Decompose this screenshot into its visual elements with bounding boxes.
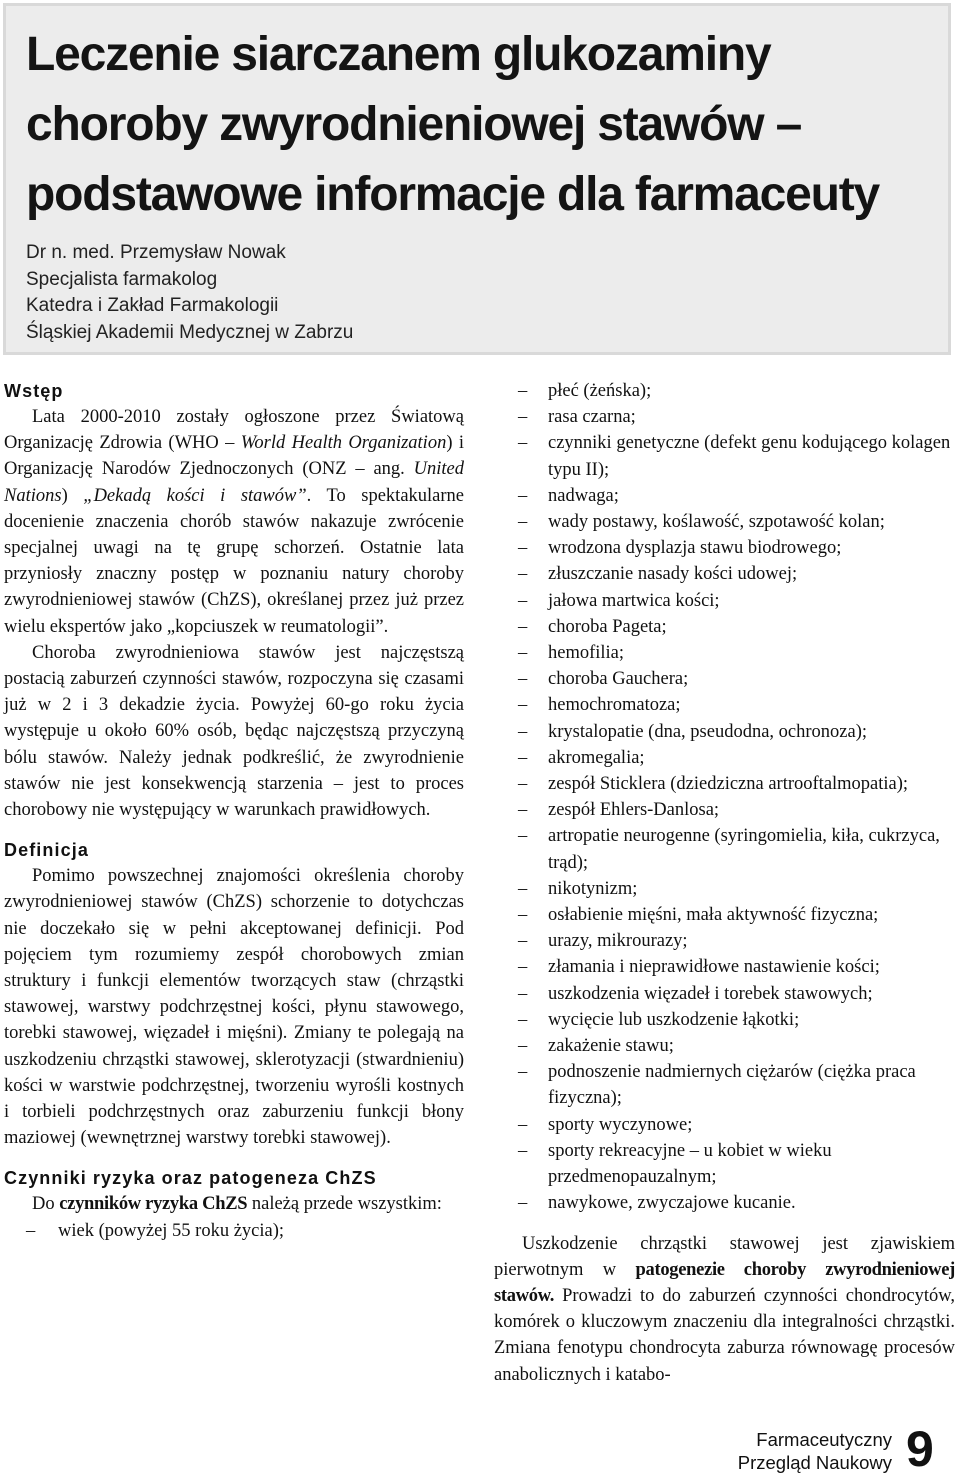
article-title: Leczenie siarczanem glukozaminy choroby zwyrodnieniowej stawów – podstawowe informacje dla farmaceuty xyxy=(26,28,880,221)
author-department: Katedra i Zakład Farmakologii xyxy=(26,295,279,317)
section-heading-intro: Wstęp xyxy=(4,381,64,401)
list-item: – sporty wyczynowe; xyxy=(494,1112,955,1138)
list-item: – złamania i nieprawidłowe nastawienie kości; xyxy=(494,954,955,980)
list-item: – wycięcie lub uszkodzenie łąkotki; xyxy=(494,1007,955,1033)
definition-paragraph: Pomimo powszechnej znajomości określenia choroby zwyrodnieniowej stawów (ChZS) schorzenie to dotychczas nie doczekało się w pełni akceptowanej definicji. Pod pojęciem tym rozumiemy zespół chorobowych zmian struktury i funkcji elementów tworzących staw (chrząstki stawowej, warstwy podchrzęstnej kości, płynu stawowego, torebki stawowej, więzadeł i mięśni). Zmiany te polegają na uszkodzeniu chrząstki stawowej, sklerotyzacji (stwardnieniu) kości w warstwie podchrzęstnej, tworzeniu wyrośli kostnych i torbieli podchrzęstnych oraz zaburzeniu funkcji błony maziowej (wewnętrznej warstwy torebki stawowej). xyxy=(4,866,464,1149)
list-item: – choroba Pageta; xyxy=(494,614,955,640)
intro-paragraph-1: Lata 2000-2010 zostały ogłoszone przez Światową Organizację Zdrowia (WHO – World Health Organization) i Organizację Narodów Zjednoczonych (ONZ – ang. United Nations) „Dekadą kości i stawów”. To spektakularne docenienie znaczenia chorób stawów nakazuje zwrócenie specjalnej uwagi na tę grupę schorzeń. Ostatnie lata przyniosły znaczny postęp w poznaniu natury choroby zwyrodnieniowej stawów (ChZS), określanej przez już przez wielu ekspertów jako „kopciuszek w reumatologii”. xyxy=(4,407,464,637)
list-item: – nawykowe, zwyczajowe kucanie. xyxy=(494,1190,955,1216)
list-item: – płeć (żeńska); xyxy=(494,378,955,404)
list-item: – krystalopatie (dna, pseudodna, ochronoza); xyxy=(494,719,955,745)
list-item: – hemofilia; xyxy=(494,640,955,666)
list-item: – wiek (powyżej 55 roku życia); xyxy=(4,1218,464,1244)
list-item: – nikotynizm; xyxy=(494,876,955,902)
list-item: – złuszczanie nasady kości udowej; xyxy=(494,561,955,587)
list-item: – uszkodzenia więzadeł i torebek stawowych; xyxy=(494,981,955,1007)
list-item: – rasa czarna; xyxy=(494,404,955,430)
journal-name xyxy=(700,1428,892,1474)
right-column xyxy=(494,378,955,1388)
list-item: – artropatie neurogenne (syringomielia, kiła, cukrzyca, trąd); xyxy=(494,823,955,875)
list-item: – zespół Ehlers-Danlosa; xyxy=(494,797,955,823)
section-heading-risk-factors: Czynniki ryzyka oraz patogeneza ChZS xyxy=(4,1168,377,1189)
journal-name-line1: Farmaceutyczny xyxy=(756,1429,892,1450)
journal-name-line2: Przegląd Naukowy xyxy=(737,1452,892,1473)
list-item: – nadwaga; xyxy=(494,483,955,509)
list-item: – zakażenie stawu; xyxy=(494,1033,955,1059)
risk-factors-intro: Do czynników ryzyka ChZS należą przede wszystkim: xyxy=(32,1194,442,1215)
risk-factors-list-right xyxy=(494,378,955,1217)
list-item: – wrodzona dysplazja stawu biodrowego; xyxy=(494,535,955,561)
list-item: – czynniki genetyczne (defekt genu kodującego kolagen typu II); xyxy=(494,430,955,482)
list-item: – podnoszenie nadmiernych ciężarów (ciężka praca fizyczna); xyxy=(494,1059,955,1111)
author-block xyxy=(26,240,626,347)
list-item: – hemochromatoza; xyxy=(494,692,955,718)
left-column xyxy=(4,378,464,1244)
list-item: – zespół Sticklera (dziedziczna artrooftalmopatia); xyxy=(494,771,955,797)
page-number: 9 xyxy=(906,1421,934,1477)
pathogenesis-paragraph: Uszkodzenie chrząstki stawowej jest zjawiskiem pierwotnym w patogenezie choroby zwyrodnieniowej stawów. Prowadzi to do zaburzeń czynności chondrocytów, komórek o kluczowym znaczeniu dla integralności chrząstki. Zmiana fenotypu chondrocyta zaburza równowagę procesów anabolicznych i katabo- xyxy=(494,1233,955,1385)
list-item: – sporty rekreacyjne – u kobiet w wieku przedmenopauzalnym; xyxy=(494,1138,955,1190)
list-item: – akromegalia; xyxy=(494,745,955,771)
author-title: Specjalista farmakolog xyxy=(26,268,218,290)
list-item: – urazy, mikrourazy; xyxy=(494,928,955,954)
risk-factors-list-left xyxy=(4,1218,464,1244)
section-heading-definition: Definicja xyxy=(4,840,89,861)
list-item: – osłabienie mięśni, mała aktywność fizyczna; xyxy=(494,902,955,928)
article-header-box xyxy=(3,3,951,355)
list-item: – choroba Gauchera; xyxy=(494,666,955,692)
author-name: Dr n. med. Przemysław Nowak xyxy=(26,242,286,263)
list-item: – jałowa martwica kości; xyxy=(494,588,955,614)
intro-paragraph-2: Choroba zwyrodnieniowa stawów jest najczęstszą postacią zaburzeń czynności stawów, rozpoczyna się czasami już w 2 i 3 dekadzie życia. Powyżej 60-go roku życia występuje u około 60% osób, będąc najczęstszą przyczyną bólu stawów. Należy jednak podkreślić, że zwyrodnienie stawów nie jest konsekwencją starzenia – jest to proces chorobowy nie występujący w warunkach prawidłowych. xyxy=(4,642,464,821)
author-institution: Śląskiej Akademii Medycznej w Zabrzu xyxy=(26,322,354,344)
list-item: – wady postawy, koślawość, szpotawość kolan; xyxy=(494,509,955,535)
